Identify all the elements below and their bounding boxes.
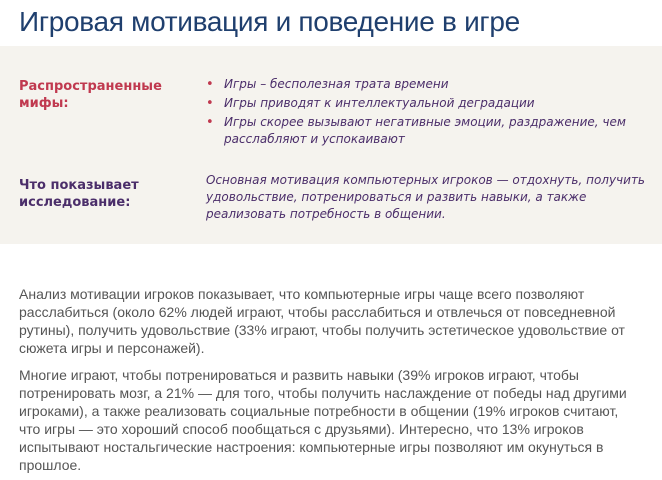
body-paragraph: Многие играют, чтобы потренироваться и развить навыки (39% игроков играют, чтобы потренировать мозг, а 21% — для того, чтобы получить наслаждение от победы над другими игроками), а также реализовать социальные потребности в общении (19% игроков считают, что игры — это хороший способ пообщаться с друзьями). Интересно, что 13% игроков испытывают ностальгические настроения: компьютерные игры позволяют им окунуться в прошлое.	[19, 367, 627, 473]
research-text: Основная мотивация компьютерных игроков — отдохнуть, получить удовольствие, потренироваться и развить навыки, а также реализовать потребность в общении.	[206, 173, 646, 221]
myth-item	[206, 95, 646, 112]
myth-text: Игры скорее вызывают негативные эмоции, раздражение, чем расслабляют и успокаивают	[224, 115, 626, 146]
myths-label: Распространенные мифы:	[19, 79, 162, 111]
myth-item	[206, 76, 646, 93]
body-paragraph: Анализ мотивации игроков показывает, что компьютерные игры чаще всего позволяют расслабиться (около 62% людей играют, чтобы расслабиться и отвлечься от повседневной рутины), получить удовольствие (33% играют, чтобы получить эстетическое удовольствие от сюжета игры и персонажей).	[19, 286, 625, 356]
bullet-icon: •	[206, 96, 214, 111]
myths-vs-research-panel	[0, 46, 662, 244]
page-title: Игровая мотивация и поведение в игре	[19, 6, 520, 37]
research-label: Что показывает исследование:	[19, 178, 139, 210]
myth-text: Игры приводят к интеллектуальной деградации	[224, 96, 535, 110]
myth-item	[206, 114, 646, 148]
bullet-icon: •	[206, 115, 214, 130]
myths-list	[206, 76, 646, 150]
myth-text: Игры – бесполезная трата времени	[224, 77, 449, 91]
bullet-icon: •	[206, 77, 214, 92]
